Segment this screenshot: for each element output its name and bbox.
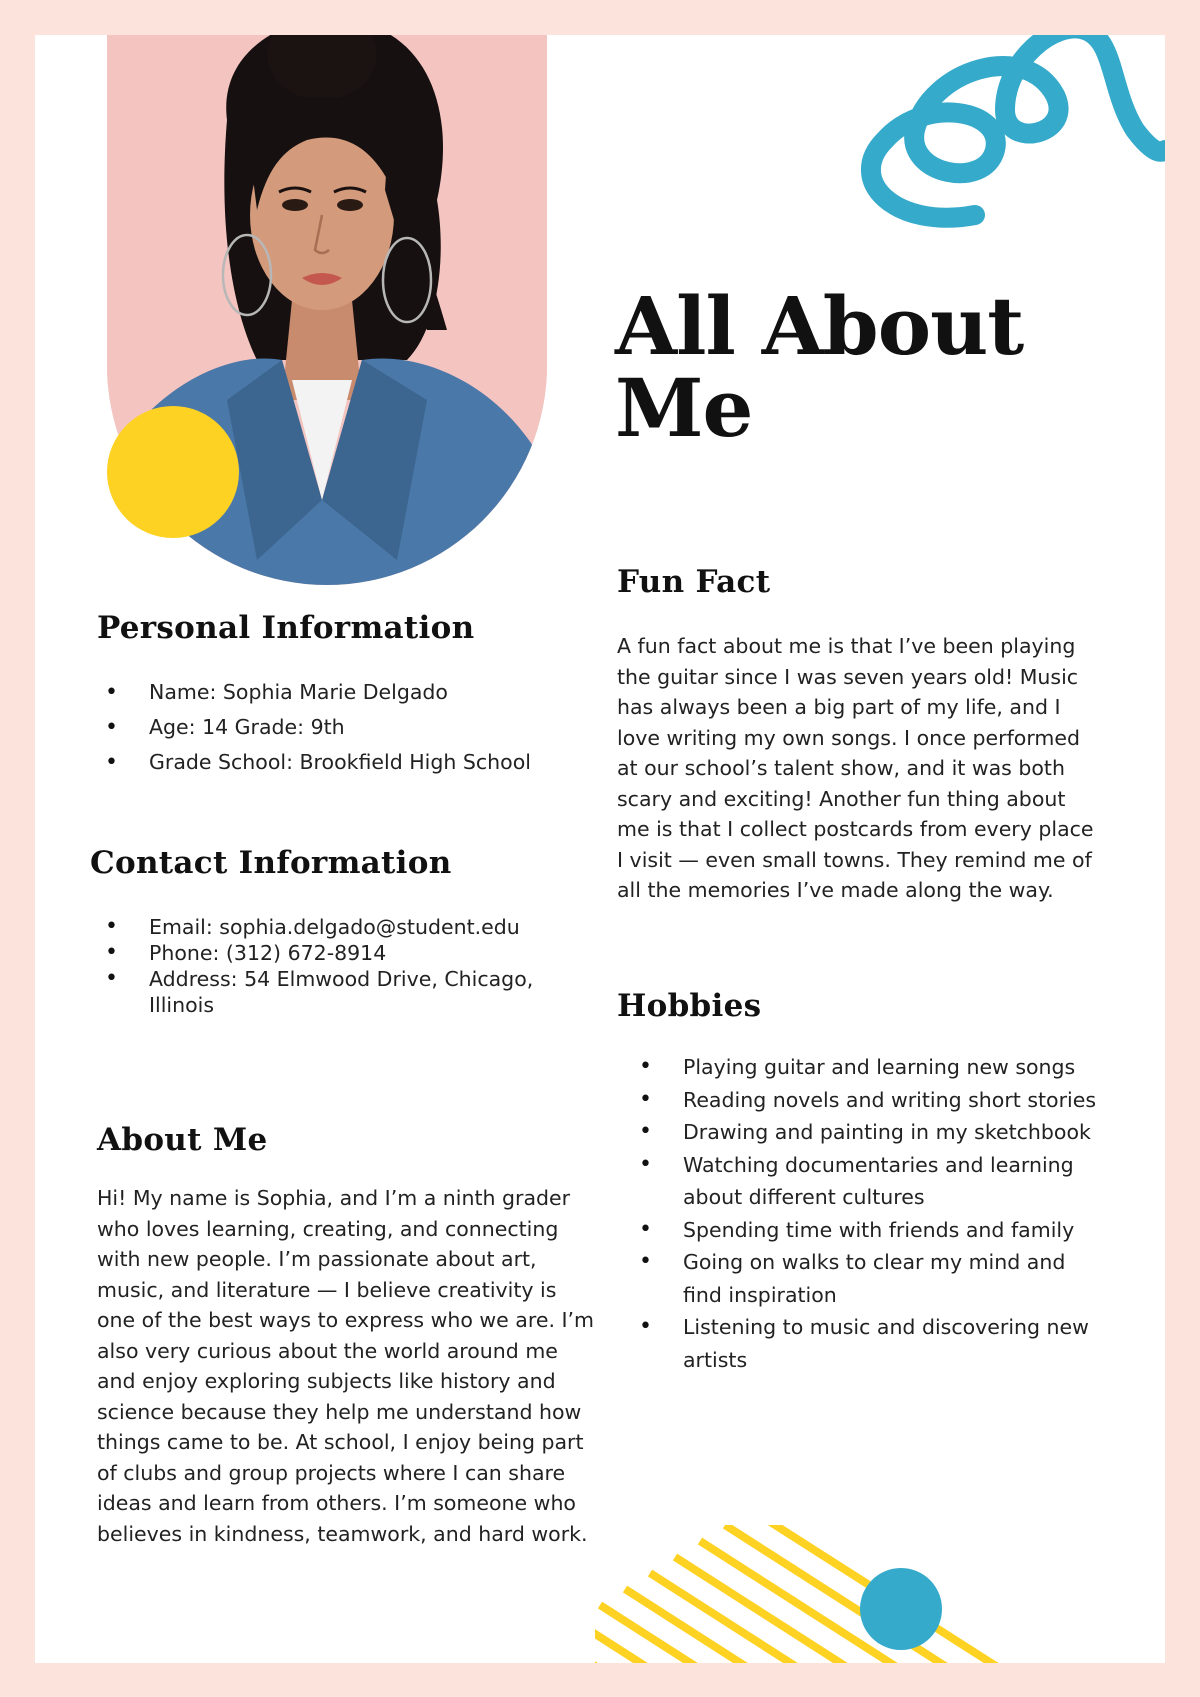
list-item: • Grade School: Brookfield High School bbox=[97, 745, 617, 780]
about-me-text: Hi! My name is Sophia, and I’m a ninth grader who loves learning, creating, and connecting with new people. I’m passionate about art, music, and literature — I believe creativity is one of the best ways to express who we are. I’m also very curious about the world around me and enjoy exploring subjects like history and science because they help me understand how things came to be. At school, I enjoy being part of clubs and group projects where I can share ideas and learn from others. I’m someone who believes in kindness, teamwork, and hard work. bbox=[97, 1186, 595, 1546]
contact-info-heading: Contact Information bbox=[90, 845, 452, 881]
list-item: • Age: 14 Grade: 9th bbox=[97, 710, 617, 745]
list-item: • Playing guitar and learning new songs bbox=[631, 1051, 1101, 1084]
page-title: All About Me bbox=[615, 279, 1024, 455]
personal-info-list bbox=[97, 675, 617, 780]
contact-info-list bbox=[97, 914, 547, 1018]
yellow-circle-decoration bbox=[107, 406, 239, 538]
hobbies-list bbox=[631, 1051, 1101, 1376]
yellow-stripes-decoration bbox=[595, 1525, 1035, 1663]
teal-circle-decoration bbox=[860, 1568, 942, 1650]
list-item: • Going on walks to clear my mind and find inspiration bbox=[631, 1246, 1101, 1311]
hobbies-heading: Hobbies bbox=[617, 988, 762, 1024]
list-item: • Listening to music and discovering new artists bbox=[631, 1311, 1101, 1376]
list-item: • Reading novels and writing short stories bbox=[631, 1084, 1101, 1117]
about-me-heading: About Me bbox=[97, 1122, 268, 1158]
list-item: • Address: 54 Elmwood Drive, Chicago, Illinois bbox=[97, 966, 547, 1018]
list-item: • Email: sophia.delgado@student.edu bbox=[97, 914, 547, 940]
list-item: • Name: Sophia Marie Delgado bbox=[97, 675, 617, 710]
fun-fact-text: A fun fact about me is that I’ve been playing the guitar since I was seven years old! Music has always been a big part of my life, and I love writing my own songs. I once performed at our school’s talent show, and it was both scary and exciting! Another fun thing about me is that I collect postcards from every place I visit — even small towns. They remind me of all the memories I’ve made along the way. bbox=[617, 634, 1094, 902]
list-item: • Drawing and painting in my sketchbook bbox=[631, 1116, 1101, 1149]
list-item: • Watching documentaries and learning about different cultures bbox=[631, 1149, 1101, 1214]
page-sheet bbox=[35, 35, 1165, 1663]
list-item: • Phone: (312) 672-8914 bbox=[97, 940, 547, 966]
personal-info-heading: Personal Information bbox=[97, 610, 475, 646]
fun-fact-heading: Fun Fact bbox=[617, 564, 771, 600]
list-item: • Spending time with friends and family bbox=[631, 1214, 1101, 1247]
teal-squiggle-decoration bbox=[855, 35, 1165, 260]
